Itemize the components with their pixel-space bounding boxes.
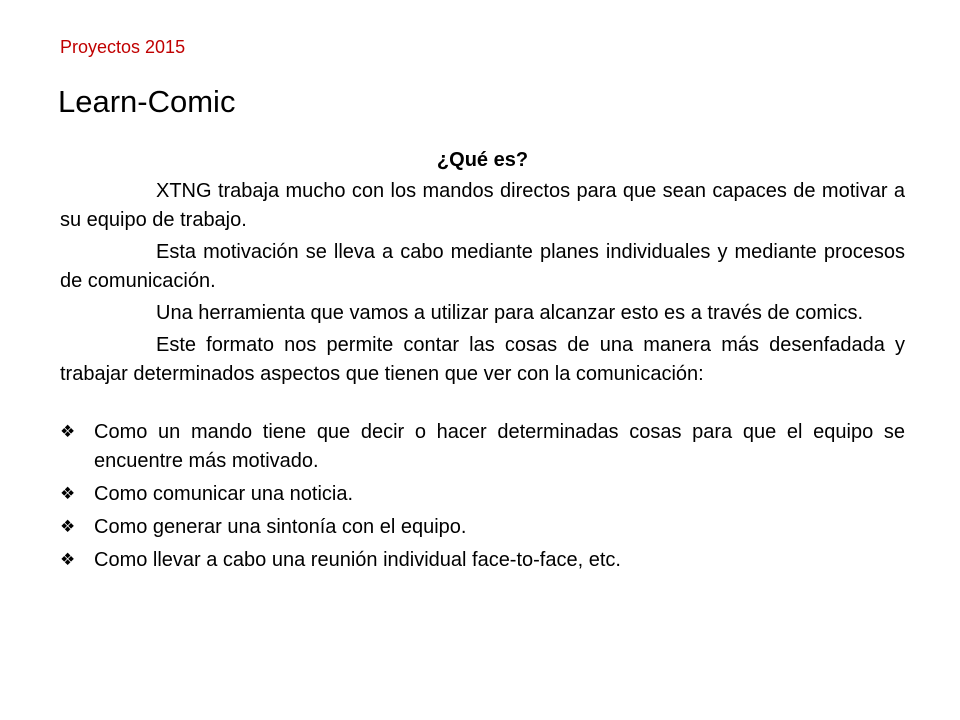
paragraph: Este formato nos permite contar las cosas de una manera más desenfadada y trabajar determinados aspectos que tienen que ver con la comunicación: (60, 334, 905, 385)
bullet-text: Como un mando tiene que decir o hacer determinadas cosas para que el equipo se encuentre más motivado. (94, 421, 905, 472)
slide-title: Learn-Comic (58, 84, 236, 119)
bullet-item (60, 480, 905, 509)
bullet-list (60, 418, 905, 575)
paragraph: Una herramienta que vamos a utilizar para alcanzar esto es a través de comics. (156, 302, 864, 324)
diamond-bullet-icon: ❖ (60, 550, 76, 570)
section-heading: ¿Qué es? (436, 149, 529, 171)
bullet-text: Como generar una sintonía con el equipo. (94, 516, 467, 538)
diamond-bullet-icon: ❖ (60, 422, 76, 442)
bullet-item (60, 546, 905, 575)
slide-body (60, 146, 905, 579)
diamond-bullet-icon: ❖ (60, 484, 76, 504)
paragraph: XTNG trabaja mucho con los mandos directos para que sean capaces de motivar a su equipo de trabajo. (60, 180, 905, 231)
paragraph: Esta motivación se lleva a cabo mediante planes individuales y mediante procesos de comunicación. (60, 241, 905, 292)
diamond-bullet-icon: ❖ (60, 517, 76, 537)
bullet-text: Como llevar a cabo una reunión individual face-to-face, etc. (94, 549, 621, 571)
bullet-item (60, 513, 905, 542)
bullet-item (60, 418, 905, 476)
project-year-label: Proyectos 2015 (60, 37, 186, 57)
bullet-text: Como comunicar una noticia. (94, 483, 354, 505)
